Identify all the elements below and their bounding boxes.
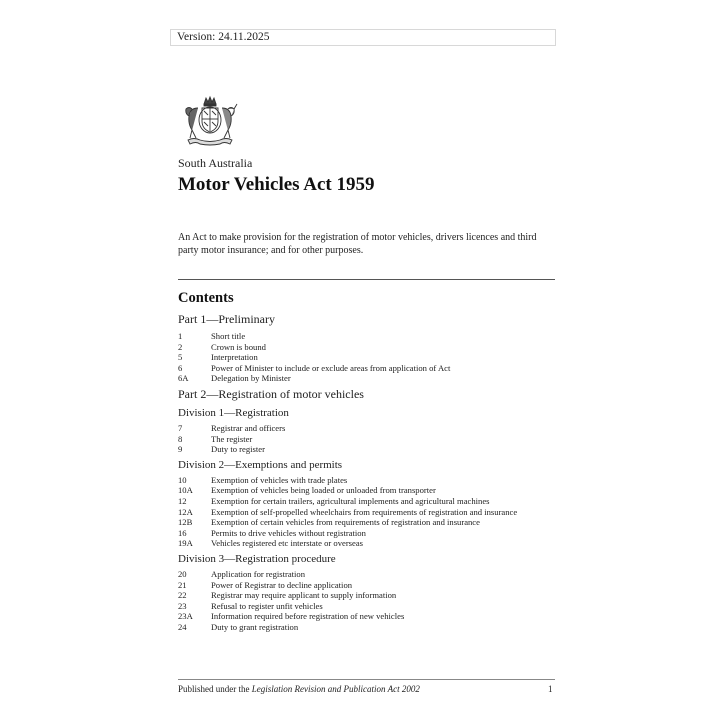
version-label: Version: 24.11.2025 [177,31,270,43]
toc-list-part-1 [178,331,558,384]
act-title: Motor Vehicles Act 1959 [178,174,375,195]
toc-entry[interactable] [178,363,558,374]
toc-entry[interactable] [178,580,558,591]
toc-entry[interactable] [178,507,558,518]
footer-act-name: Legislation Revision and Publication Act 2002 [251,684,420,694]
table-of-contents [178,312,558,635]
toc-entry[interactable] [178,538,558,549]
toc-entry-number: 23 [178,600,187,611]
toc-entry-title: Power of Minister to include or exclude areas from application of Act [211,362,451,373]
toc-entry[interactable] [178,444,558,455]
toc-entry-title: Short title [211,331,246,341]
toc-entry-title: Exemption for certain trailers, agricultural implements and agricultural machines [211,495,490,506]
toc-entry-number: 10 [178,474,187,485]
toc-entry-number: 12 [178,495,187,506]
toc-entry-number: 20 [178,568,187,579]
toc-entry[interactable] [178,569,558,580]
coat-of-arms-icon [180,94,240,146]
toc-entry-title: Exemption of vehicles with trade plates [211,474,348,485]
toc-entry[interactable] [178,590,558,601]
toc-entry-number: 23A [178,611,193,622]
toc-entry-number: 10A [178,485,193,496]
toc-entry-number: 5 [178,352,183,363]
toc-entry-number: 6 [178,362,183,373]
toc-entry-title: Power of Registrar to decline application [211,579,353,590]
toc-entry[interactable] [178,485,558,496]
toc-entry-number: 8 [178,433,183,444]
toc-part-1[interactable]: Part 1—Preliminary [178,312,275,326]
toc-division-3[interactable]: Division 3—Registration procedure [178,552,336,565]
toc-entry[interactable] [178,611,558,622]
toc-entry-number: 2 [178,341,183,352]
toc-entry[interactable] [178,517,558,528]
section-divider [178,279,555,280]
toc-entry-number: 1 [178,331,183,341]
footer-prefix: Published under the [178,684,252,694]
version-box [170,29,556,46]
toc-entry-number: 12A [178,506,193,517]
toc-list-division-2 [178,475,558,549]
toc-entry[interactable] [178,434,558,445]
toc-entry-number: 9 [178,444,183,455]
toc-entry-number: 12B [178,517,193,528]
toc-entry-title: Interpretation [211,352,258,363]
toc-entry[interactable] [178,423,558,434]
toc-entry-title: Delegation by Minister [211,373,291,384]
contents-heading: Contents [178,290,234,306]
toc-entry-title: Vehicles registered etc interstate or overseas [211,538,363,549]
toc-entry[interactable] [178,601,558,612]
jurisdiction-label: South Australia [178,156,253,170]
toc-entry-title: Exemption of certain vehicles from requirements of registration and insurance [211,517,480,528]
toc-entry-number: 22 [178,590,187,601]
page-number: 1 [548,684,553,694]
toc-part-2[interactable]: Part 2—Registration of motor vehicles [178,386,364,401]
toc-entry[interactable] [178,622,558,633]
toc-entry-title: Duty to grant registration [211,621,299,632]
toc-division-1[interactable]: Division 1—Registration [178,406,289,419]
toc-entry-title: Crown is bound [211,341,266,352]
toc-entry-title: Information required before registration of new vehicles [211,611,405,622]
toc-entry-number: 7 [178,422,183,433]
toc-entry[interactable] [178,373,558,384]
footer-publication-note [178,684,420,694]
toc-entry-title: Application for registration [211,568,306,579]
toc-entry[interactable] [178,496,558,507]
toc-list-division-3 [178,569,558,633]
toc-entry-number: 6A [178,373,189,384]
toc-entry-title: Exemption of self-propelled wheelchairs from requirements of registration and insurance [211,506,518,517]
toc-entry-title: Registrar and officers [211,422,286,433]
toc-entry[interactable] [178,331,558,342]
footer-divider [178,679,555,680]
toc-entry-title: The register [211,433,253,444]
toc-entry-title: Registrar may require applicant to supply information [211,590,397,601]
toc-entry-number: 21 [178,579,187,590]
toc-entry-number: 24 [178,621,187,632]
long-title: An Act to make provision for the registration of motor vehicles, drivers licences and third party motor insurance; and for other purposes. [178,232,537,256]
toc-entry-number: 19A [178,538,193,549]
toc-entry[interactable] [178,475,558,486]
toc-entry-title: Exemption of vehicles being loaded or unloaded from transporter [211,485,436,496]
toc-list-division-1 [178,423,558,455]
toc-entry-number: 16 [178,527,187,538]
toc-division-2[interactable]: Division 2—Exemptions and permits [178,458,343,471]
toc-entry-title: Permits to drive vehicles without registration [211,527,366,538]
toc-entry[interactable] [178,342,558,353]
toc-entry[interactable] [178,528,558,539]
toc-entry-title: Duty to register [211,444,265,455]
toc-entry-title: Refusal to register unfit vehicles [211,600,323,611]
toc-entry[interactable] [178,352,558,363]
